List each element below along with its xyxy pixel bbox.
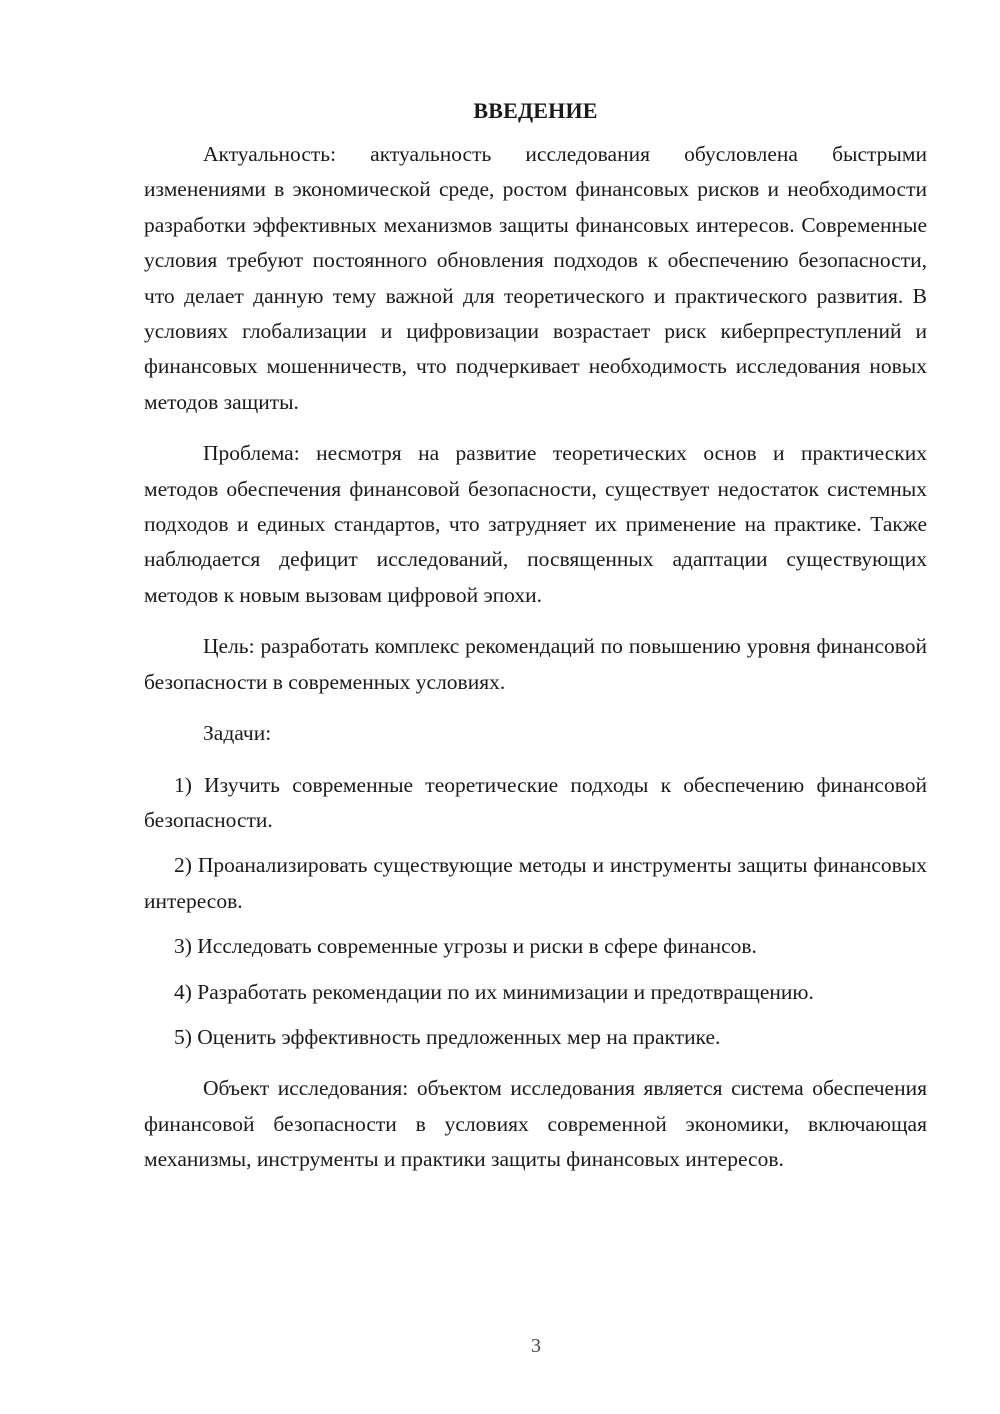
task-item: 2) Проанализировать существующие методы и инструменты защиты финансовых интересов.	[144, 853, 927, 913]
tasks-heading: Задачи:	[203, 721, 272, 746]
task-item: 4) Разработать рекомендации по их минимизации и предотвращению.	[174, 979, 814, 1004]
paragraph-object: Объект исследования: объектом исследования является система обеспечения финансовой безопасности в условиях современной экономики, включающая механизмы, инструменты и практики защиты финансовых интересов.	[144, 1076, 927, 1172]
page-title: ВВЕДЕНИЕ	[473, 98, 598, 123]
paragraph-problem: Проблема: несмотря на развитие теоретических основ и практических методов обеспечения финансовой безопасности, существует недостаток системных подходов и единых стандартов, что затрудняет их применение на практике. Также наблюдается дефицит исследований, посвященных адаптации существующих методов к новым вызовам цифровой эпохи.	[144, 441, 927, 607]
paragraph-goal: Цель: разработать комплекс рекомендаций по повышению уровня финансовой безопасности в современных условиях.	[144, 634, 927, 694]
page-body	[144, 96, 927, 1178]
task-item: 5) Оценить эффективность предложенных мер на практике.	[174, 1024, 721, 1049]
task-item: 1) Изучить современные теоретические подходы к обеспечению финансовой безопасности.	[144, 772, 927, 832]
paragraph-relevance: Актуальность: актуальность исследования обусловлена быстрыми изменениями в экономической среде, ростом финансовых рисков и необходимости разработки эффективных механизмов защиты финансовых интересов. Современные условия требуют постоянного обновления подходов к обеспечению безопасности, что делает данную тему важной для теоретического и практического развития. В условиях глобализации и цифровизации возрастает риск киберпреступлений и финансовых мошенничеств, что подчеркивает необходимость исследования новых методов защиты.	[144, 142, 927, 414]
task-item: 3) Исследовать современные угрозы и риски в сфере финансов.	[174, 934, 757, 959]
page-number: 3	[531, 1335, 541, 1357]
